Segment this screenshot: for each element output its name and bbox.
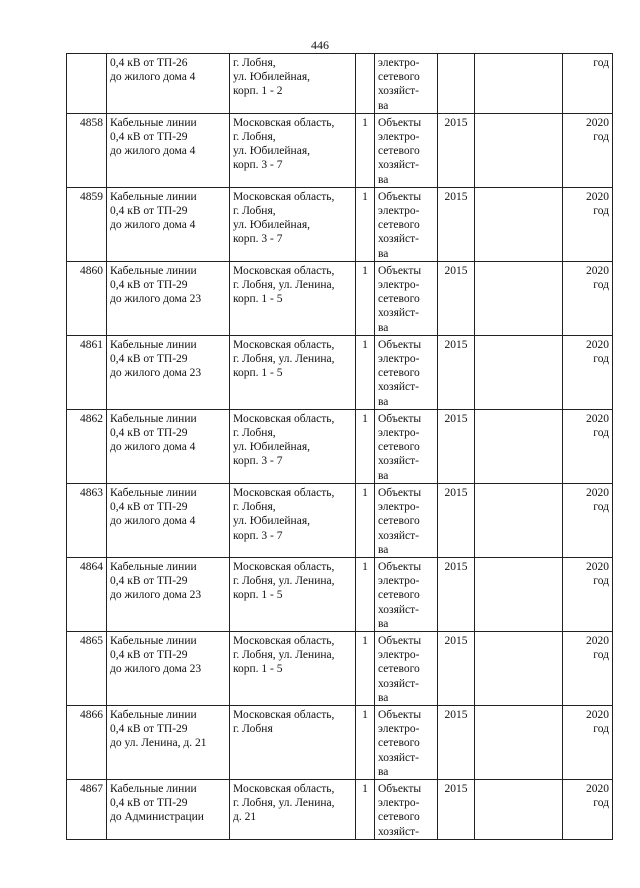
row-number: [67, 54, 107, 114]
year-built: 2015: [438, 409, 475, 483]
object-name: Кабельные линии 0,4 кВ от ТП-29 до Администрации: [107, 779, 230, 839]
object-quantity: 1: [356, 409, 375, 483]
object-quantity: 1: [356, 779, 375, 839]
year-end: 2020 год: [563, 779, 613, 839]
year-built: 2015: [438, 631, 475, 705]
object-type: Объекты электро- сетевого хозяйст- ва: [375, 483, 438, 557]
object-type: Объекты электро- сетевого хозяйст- ва: [375, 631, 438, 705]
object-quantity: 1: [356, 557, 375, 631]
year-built: [438, 54, 475, 114]
table-row: [67, 705, 613, 779]
row-number: 4863: [67, 483, 107, 557]
empty-cell: [475, 335, 563, 409]
object-quantity: 1: [356, 335, 375, 409]
object-address: Московская область, г. Лобня, ул. Ленина, корп. 1 - 5: [230, 557, 356, 631]
object-quantity: 1: [356, 113, 375, 187]
year-built: 2015: [438, 113, 475, 187]
object-address: Московская область, г. Лобня: [230, 705, 356, 779]
year-built: 2015: [438, 705, 475, 779]
object-type: Объекты электро- сетевого хозяйст-: [375, 779, 438, 839]
object-name: 0,4 кВ от ТП-26 до жилого дома 4: [107, 54, 230, 114]
table-row: [67, 335, 613, 409]
year-built: 2015: [438, 779, 475, 839]
object-name: Кабельные линии 0,4 кВ от ТП-29 до жилого дома 23: [107, 631, 230, 705]
object-quantity: 1: [356, 483, 375, 557]
year-end: 2020 год: [563, 187, 613, 261]
table-row: [67, 409, 613, 483]
year-end: год: [563, 54, 613, 114]
object-quantity: 1: [356, 705, 375, 779]
year-end: 2020 год: [563, 705, 613, 779]
table-row: [67, 54, 613, 114]
year-built: 2015: [438, 557, 475, 631]
object-type: Объекты электро- сетевого хозяйст- ва: [375, 705, 438, 779]
object-type: Объекты электро- сетевого хозяйст- ва: [375, 113, 438, 187]
object-name: Кабельные линии 0,4 кВ от ТП-29 до жилого дома 23: [107, 335, 230, 409]
year-end: 2020 год: [563, 483, 613, 557]
object-type: Объекты электро- сетевого хозяйст- ва: [375, 557, 438, 631]
object-address: Московская область, г. Лобня, ул. Ленина, корп. 1 - 5: [230, 631, 356, 705]
empty-cell: [475, 705, 563, 779]
year-end: 2020 год: [563, 557, 613, 631]
registry-table: [66, 53, 613, 840]
object-address: Московская область, г. Лобня, ул. Ленина, корп. 1 - 5: [230, 335, 356, 409]
year-end: 2020 год: [563, 409, 613, 483]
object-type: Объекты электро- сетевого хозяйст- ва: [375, 187, 438, 261]
year-built: 2015: [438, 335, 475, 409]
table-row: [67, 557, 613, 631]
year-built: 2015: [438, 187, 475, 261]
year-end: 2020 год: [563, 113, 613, 187]
object-address: Московская область, г. Лобня, ул. Ленина, д. 21: [230, 779, 356, 839]
empty-cell: [475, 557, 563, 631]
object-name: Кабельные линии 0,4 кВ от ТП-29 до жилого дома 4: [107, 113, 230, 187]
object-name: Кабельные линии 0,4 кВ от ТП-29 до жилого дома 4: [107, 409, 230, 483]
empty-cell: [475, 409, 563, 483]
object-address: Московская область, г. Лобня, ул. Юбилейная, корп. 3 - 7: [230, 483, 356, 557]
table-row: [67, 483, 613, 557]
year-end: 2020 год: [563, 335, 613, 409]
year-built: 2015: [438, 483, 475, 557]
row-number: 4862: [67, 409, 107, 483]
table-row: [67, 261, 613, 335]
object-quantity: 1: [356, 261, 375, 335]
object-address: Московская область, г. Лобня, ул. Юбилейная, корп. 3 - 7: [230, 113, 356, 187]
object-quantity: 1: [356, 187, 375, 261]
page-number: 446: [311, 38, 329, 52]
object-name: Кабельные линии 0,4 кВ от ТП-29 до жилого дома 23: [107, 261, 230, 335]
object-name: Кабельные линии 0,4 кВ от ТП-29 до жилого дома 4: [107, 483, 230, 557]
object-type: Объекты электро- сетевого хозяйст- ва: [375, 409, 438, 483]
object-quantity: [356, 54, 375, 114]
empty-cell: [475, 113, 563, 187]
table-row: [67, 631, 613, 705]
row-number: 4861: [67, 335, 107, 409]
row-number: 4865: [67, 631, 107, 705]
object-address: г. Лобня, ул. Юбилейная, корп. 1 - 2: [230, 54, 356, 114]
row-number: 4864: [67, 557, 107, 631]
object-type: Объекты электро- сетевого хозяйст- ва: [375, 261, 438, 335]
object-quantity: 1: [356, 631, 375, 705]
object-name: Кабельные линии 0,4 кВ от ТП-29 до жилого дома 23: [107, 557, 230, 631]
table-row: [67, 187, 613, 261]
object-type: Объекты электро- сетевого хозяйст- ва: [375, 335, 438, 409]
empty-cell: [475, 779, 563, 839]
object-address: Московская область, г. Лобня, ул. Юбилейная, корп. 3 - 7: [230, 409, 356, 483]
object-name: Кабельные линии 0,4 кВ от ТП-29 до ул. Ленина, д. 21: [107, 705, 230, 779]
table-row: [67, 113, 613, 187]
object-address: Московская область, г. Лобня, ул. Юбилейная, корп. 3 - 7: [230, 187, 356, 261]
object-address: Московская область, г. Лобня, ул. Ленина, корп. 1 - 5: [230, 261, 356, 335]
year-end: 2020 год: [563, 261, 613, 335]
object-name: Кабельные линии 0,4 кВ от ТП-29 до жилого дома 4: [107, 187, 230, 261]
row-number: 4866: [67, 705, 107, 779]
object-type: электро- сетевого хозяйст- ва: [375, 54, 438, 114]
year-built: 2015: [438, 261, 475, 335]
empty-cell: [475, 631, 563, 705]
row-number: 4859: [67, 187, 107, 261]
empty-cell: [475, 261, 563, 335]
year-end: 2020 год: [563, 631, 613, 705]
row-number: 4867: [67, 779, 107, 839]
row-number: 4860: [67, 261, 107, 335]
empty-cell: [475, 187, 563, 261]
empty-cell: [475, 54, 563, 114]
row-number: 4858: [67, 113, 107, 187]
table-row: [67, 779, 613, 839]
empty-cell: [475, 483, 563, 557]
